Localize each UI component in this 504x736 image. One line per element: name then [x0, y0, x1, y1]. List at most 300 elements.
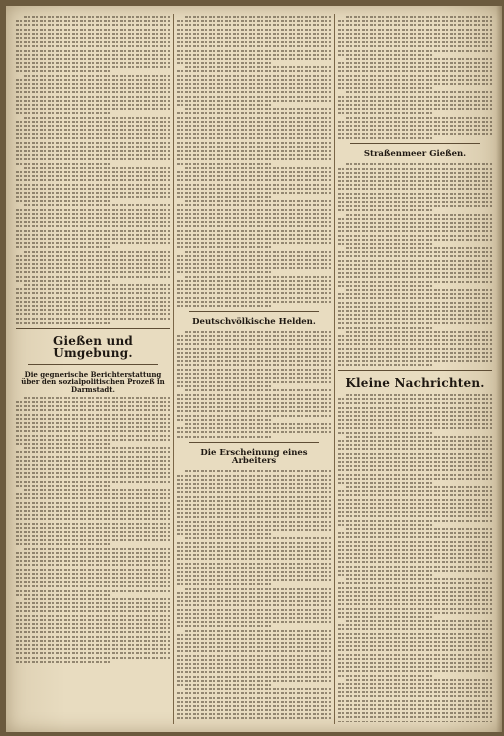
text-line	[177, 50, 331, 52]
text-line	[16, 502, 170, 504]
text-line	[177, 297, 331, 299]
text-line	[185, 688, 331, 690]
text-line	[16, 644, 170, 646]
text-line	[346, 163, 492, 165]
text-line	[177, 196, 272, 198]
text-line	[338, 293, 492, 295]
text-line	[16, 305, 170, 307]
text-line	[338, 176, 492, 178]
text-line	[177, 121, 331, 123]
text-line	[177, 360, 331, 362]
text-line	[177, 419, 272, 421]
text-line	[16, 585, 170, 587]
text-line	[346, 679, 492, 681]
text-line	[185, 276, 331, 278]
text-line	[338, 465, 492, 467]
text-line	[177, 713, 331, 715]
text-line	[338, 649, 492, 651]
text-line	[338, 24, 492, 26]
text-line	[16, 661, 111, 663]
text-line	[16, 54, 170, 56]
text-line	[177, 680, 331, 682]
text-line	[338, 461, 492, 463]
text-line	[338, 222, 492, 224]
text-line	[177, 133, 331, 135]
text-line	[16, 238, 170, 240]
text-line	[338, 201, 492, 203]
text-line	[338, 616, 433, 618]
text-line	[177, 263, 331, 265]
text-line	[177, 550, 331, 552]
text-line	[185, 167, 331, 169]
text-line	[177, 246, 272, 248]
text-line	[16, 481, 170, 483]
text-line	[16, 137, 170, 139]
text-line	[177, 104, 272, 106]
text-line	[177, 24, 331, 26]
text-line	[16, 523, 170, 525]
text-line	[16, 276, 170, 278]
text-line	[16, 560, 170, 562]
text-line	[16, 301, 170, 303]
text-line	[16, 271, 170, 273]
text-line	[177, 410, 331, 412]
text-line	[16, 221, 170, 223]
text-line	[338, 226, 492, 228]
text-line	[16, 142, 170, 144]
text-line	[24, 16, 170, 18]
text-line	[177, 100, 331, 102]
text-line	[16, 652, 170, 654]
text-line	[338, 507, 492, 509]
text-line	[338, 645, 492, 647]
text-line	[177, 487, 331, 489]
text-line	[24, 284, 170, 286]
text-line	[16, 297, 170, 299]
text-line	[177, 96, 331, 98]
text-line	[177, 592, 331, 594]
text-line	[16, 133, 170, 135]
text-line	[346, 486, 492, 488]
text-line	[338, 209, 433, 211]
text-line	[16, 468, 170, 470]
text-line	[338, 503, 492, 505]
text-line	[177, 192, 331, 194]
text-line	[177, 533, 272, 535]
text-line	[177, 475, 331, 477]
text-line	[177, 125, 331, 127]
text-line	[16, 577, 170, 579]
text-line	[177, 479, 331, 481]
section-rule	[189, 442, 319, 443]
text-line	[177, 571, 331, 573]
text-line	[346, 620, 492, 622]
text-line	[338, 499, 492, 501]
text-line	[16, 506, 170, 508]
text-line	[16, 146, 170, 148]
text-line	[185, 16, 331, 18]
text-line	[177, 625, 272, 627]
text-line	[16, 510, 170, 512]
text-line	[185, 331, 331, 333]
text-line	[338, 490, 492, 492]
text-line	[338, 193, 492, 195]
text-line	[16, 87, 170, 89]
text-line	[16, 631, 170, 633]
text-line	[16, 636, 170, 638]
text-line	[16, 288, 170, 290]
text-line	[338, 108, 492, 110]
text-line	[16, 29, 170, 31]
text-line	[16, 456, 170, 458]
text-line	[177, 575, 331, 577]
text-line	[177, 394, 331, 396]
text-line	[177, 431, 331, 433]
text-line	[338, 407, 492, 409]
text-line	[16, 610, 170, 612]
text-line	[338, 520, 492, 522]
text-line	[338, 591, 492, 593]
text-line	[338, 716, 492, 718]
text-line	[16, 158, 170, 160]
text-line	[177, 512, 331, 514]
text-line	[16, 234, 170, 236]
text-line	[16, 493, 170, 495]
text-line	[177, 87, 331, 89]
text-line	[24, 489, 170, 491]
text-line	[16, 518, 170, 520]
text-line	[16, 171, 170, 173]
text-line	[338, 125, 492, 127]
text-line	[177, 436, 272, 438]
text-line	[16, 535, 170, 537]
text-line	[338, 180, 492, 182]
text-line	[346, 528, 492, 530]
text-line	[177, 348, 331, 350]
text-line	[177, 150, 331, 152]
text-line	[16, 66, 170, 68]
text-line	[177, 234, 331, 236]
text-line	[16, 527, 170, 529]
text-line	[177, 137, 331, 139]
article-heading-prozess: Die gegnerische Berichterstattung über den sozialpolitischen Prozeß in Darmstadt.	[21, 369, 165, 394]
text-line	[338, 687, 492, 689]
text-line	[177, 217, 331, 219]
text-line	[177, 54, 331, 56]
text-line	[338, 133, 492, 135]
text-line	[16, 121, 170, 123]
text-line	[16, 200, 111, 202]
text-line	[177, 58, 331, 60]
text-line	[16, 460, 170, 462]
text-line	[16, 62, 170, 64]
text-line	[338, 628, 492, 630]
text-line	[24, 251, 170, 253]
text-line	[338, 184, 492, 186]
text-line	[338, 335, 492, 337]
text-line	[16, 184, 170, 186]
text-line	[16, 280, 111, 282]
text-line	[177, 221, 331, 223]
text-line	[24, 75, 170, 77]
text-line	[16, 657, 170, 659]
text-line	[16, 318, 170, 320]
text-line	[338, 536, 492, 538]
text-line	[177, 709, 331, 711]
text-line	[346, 394, 492, 396]
text-line	[177, 496, 331, 498]
text-line	[338, 633, 492, 635]
text-line	[177, 280, 331, 282]
text-line	[24, 397, 170, 399]
text-line	[338, 482, 433, 484]
text-line	[177, 37, 331, 39]
text-line	[177, 596, 331, 598]
text-line	[177, 508, 331, 510]
text-line	[16, 627, 170, 629]
text-line	[177, 41, 331, 43]
text-line	[177, 352, 331, 354]
text-line	[338, 360, 492, 362]
text-line	[16, 581, 170, 583]
text-line	[177, 667, 331, 669]
text-line	[338, 327, 433, 329]
text-line	[177, 604, 331, 606]
text-line	[346, 16, 492, 18]
text-line	[185, 200, 331, 202]
text-line	[177, 546, 331, 548]
text-line	[16, 531, 170, 533]
text-line	[177, 33, 331, 35]
text-line	[177, 634, 331, 636]
text-line	[338, 255, 492, 257]
text-line	[16, 292, 170, 294]
text-line	[185, 251, 331, 253]
text-line	[338, 251, 492, 253]
text-line	[338, 398, 492, 400]
text-line	[346, 578, 492, 580]
text-line	[16, 422, 170, 424]
text-line	[16, 439, 170, 441]
text-line	[177, 646, 331, 648]
text-line	[177, 402, 331, 404]
text-line	[177, 558, 331, 560]
text-line	[338, 474, 492, 476]
text-line	[16, 418, 170, 420]
text-line	[16, 405, 170, 407]
section-heading-giessen: Gießen und Umgebung.	[53, 333, 133, 361]
section-rule	[338, 370, 492, 371]
text-line	[338, 532, 492, 534]
text-line	[338, 708, 492, 710]
text-line	[338, 683, 492, 685]
text-line	[177, 617, 331, 619]
text-line	[16, 79, 170, 81]
text-line	[16, 556, 170, 558]
text-line	[177, 175, 331, 177]
text-line	[338, 545, 492, 547]
text-line	[338, 624, 492, 626]
text-line	[177, 91, 331, 93]
text-line	[16, 20, 170, 22]
text-line	[16, 590, 170, 592]
section-rule	[16, 328, 170, 329]
text-line	[177, 171, 331, 173]
page-edge-shadow	[496, 6, 502, 732]
text-line	[16, 188, 170, 190]
text-line	[338, 96, 492, 98]
text-line	[177, 529, 331, 531]
text-line	[338, 322, 492, 324]
text-line	[177, 373, 331, 375]
text-line	[177, 381, 331, 383]
text-line	[16, 246, 111, 248]
text-line	[338, 243, 433, 245]
text-line	[338, 172, 492, 174]
text-line	[177, 500, 331, 502]
text-line	[338, 314, 492, 316]
text-line	[346, 91, 492, 93]
text-line	[338, 285, 433, 287]
text-line	[177, 521, 331, 523]
text-line	[338, 721, 492, 722]
text-line	[16, 443, 111, 445]
text-line	[177, 230, 331, 232]
text-line	[177, 75, 331, 77]
text-line	[338, 691, 492, 693]
text-line	[338, 218, 492, 220]
column-right	[338, 16, 492, 722]
text-line	[346, 436, 492, 438]
text-line	[16, 213, 170, 215]
text-line	[16, 100, 170, 102]
text-line	[16, 539, 170, 541]
text-line	[177, 163, 272, 165]
text-line	[338, 478, 492, 480]
text-line	[16, 414, 170, 416]
text-line	[177, 62, 272, 64]
text-line	[338, 66, 492, 68]
text-line	[16, 41, 170, 43]
text-line	[338, 453, 492, 455]
text-line	[338, 297, 492, 299]
text-line	[16, 129, 170, 131]
text-line	[177, 385, 272, 387]
text-line	[338, 83, 492, 85]
text-line	[177, 398, 331, 400]
column-divider	[173, 14, 174, 724]
text-line	[177, 154, 331, 156]
article-heading-deutschvoelkisch: Deutschvölkische Helden.	[192, 316, 316, 327]
text-line	[338, 20, 492, 22]
text-line	[16, 125, 170, 127]
text-line	[338, 415, 492, 417]
text-line	[16, 112, 111, 114]
text-line	[177, 70, 331, 72]
text-line	[346, 58, 492, 60]
text-line	[16, 313, 170, 315]
text-line	[16, 267, 170, 269]
text-line	[177, 542, 331, 544]
section-rule	[350, 143, 480, 144]
text-line	[177, 613, 331, 615]
text-line	[338, 541, 492, 543]
section-rule	[189, 311, 319, 312]
text-line	[16, 401, 170, 403]
text-line	[338, 75, 492, 77]
text-line	[16, 615, 170, 617]
text-line	[16, 485, 111, 487]
text-line	[16, 58, 170, 60]
text-line	[177, 356, 331, 358]
text-line	[16, 623, 170, 625]
text-line	[177, 335, 331, 337]
text-line	[185, 389, 331, 391]
text-line	[24, 598, 170, 600]
text-line	[338, 561, 492, 563]
text-line	[338, 272, 492, 274]
text-line	[177, 491, 331, 493]
text-line	[346, 289, 492, 291]
text-line	[338, 457, 492, 459]
text-line	[338, 104, 492, 106]
text-line	[338, 348, 492, 350]
text-line	[338, 662, 492, 664]
text-line	[338, 432, 433, 434]
text-line	[177, 516, 331, 518]
text-line	[16, 45, 170, 47]
text-line	[16, 263, 170, 265]
text-line	[338, 70, 492, 72]
text-line	[346, 214, 492, 216]
column-middle	[177, 16, 331, 722]
text-line	[338, 570, 492, 572]
text-line	[177, 671, 331, 673]
text-line	[177, 642, 331, 644]
text-line	[177, 158, 331, 160]
text-line	[177, 364, 331, 366]
text-line	[338, 352, 492, 354]
text-line	[338, 637, 492, 639]
text-line	[185, 423, 331, 425]
text-line	[338, 612, 492, 614]
text-line	[338, 448, 492, 450]
text-line	[346, 331, 492, 333]
text-line	[338, 33, 492, 35]
text-line	[338, 675, 433, 677]
text-line	[177, 415, 331, 417]
text-line	[16, 451, 170, 453]
text-line	[177, 600, 331, 602]
text-line	[338, 62, 492, 64]
text-line	[338, 168, 492, 170]
text-line	[338, 45, 492, 47]
text-line	[338, 566, 492, 568]
text-line	[177, 305, 272, 307]
text-line	[185, 537, 331, 539]
text-line	[338, 188, 492, 190]
text-line	[177, 692, 331, 694]
text-line	[177, 638, 331, 640]
text-line	[338, 37, 492, 39]
text-line	[16, 175, 170, 177]
text-line	[338, 306, 492, 308]
text-line	[16, 209, 170, 211]
text-line	[16, 594, 111, 596]
text-line	[16, 70, 111, 72]
text-line	[16, 409, 170, 411]
text-line	[338, 469, 492, 471]
